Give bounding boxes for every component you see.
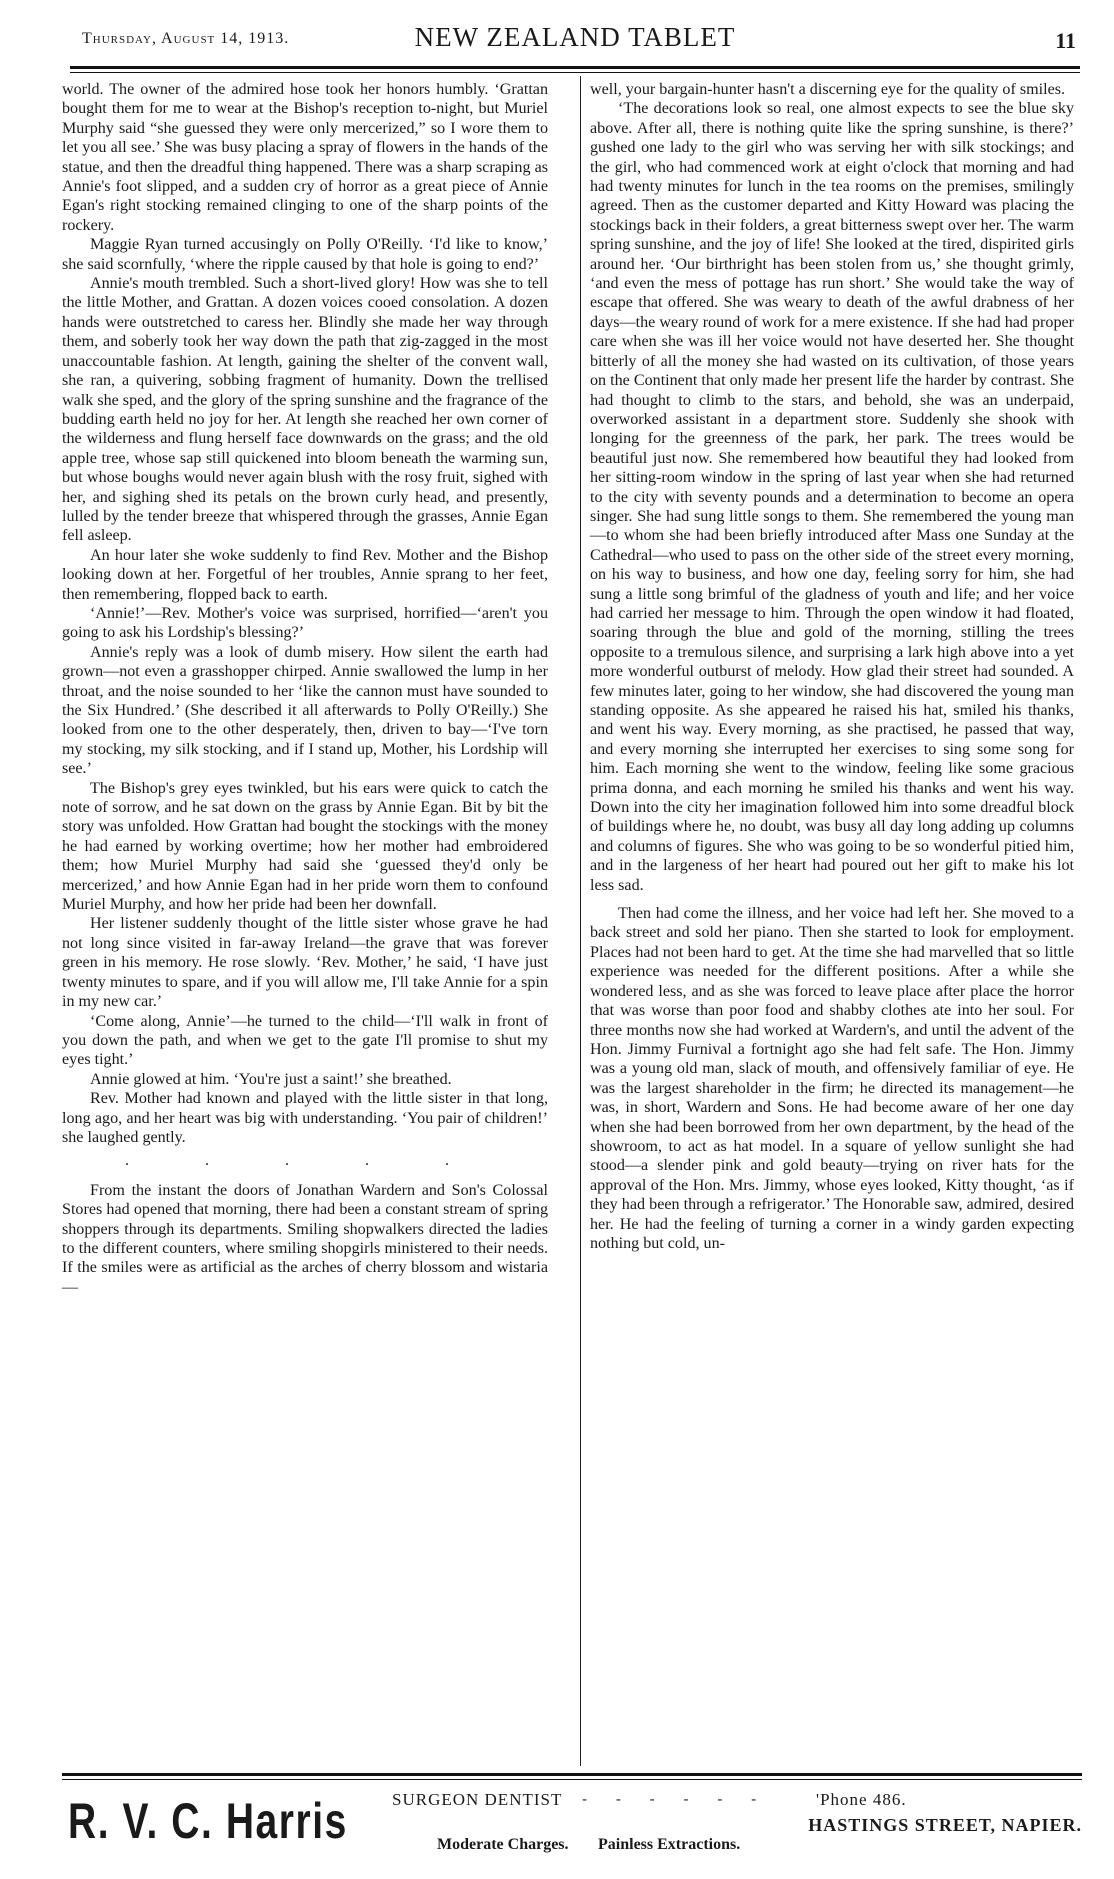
header-rule	[70, 66, 1080, 69]
leader-dots: - - - - - -	[582, 1790, 769, 1808]
paragraph: Annie's mouth trembled. Such a short-lived glory! How was she to tell the little Mother, and Grattan. A dozen voices cooed consolation. A dozen hands were outstretched to caress her. Blindly she made her way through them, and soberly took her way down the path that zig-zagged in the most unaccountable fashion. At length, gaining the shelter of the convent wall, she ran, a quivering, sobbing fragment of humanity. Down the trellised walk she sped, and the glory of the spring sunshine and the fragrance of the budding earth held no joy for her. At length she reached her own corner of the wilderness and flung herself face downwards on the grass; and the old apple tree, whose sap still quickened into bloom beneath the warming sun, but whose boughs would never again blush with the rosy fruit, sighed with her, and sighing shed its petals on the brown curly head, and presently, lulled by the tender breeze that whispered through the grasses, Annie Egan fell asleep.	[62, 275, 548, 545]
issue-date: Thursday, August 14, 1913.	[82, 30, 290, 47]
paragraph: Rev. Mother had known and played with the little sister in that long, long ago, and her heart was big with understanding. ‘You pair of children!’ she laughed gently.	[62, 1090, 548, 1146]
section-break: . . . . .	[125, 1152, 485, 1170]
paragraph: well, your bargain-hunter hasn't a discerning eye for the quality of smiles.	[590, 81, 1066, 98]
paragraph: An hour later she woke suddenly to find Rev. Mother and the Bishop looking down at her. Forgetful of her troubles, Annie sprang to her feet, then remembering, flopped back to earth.	[62, 546, 548, 603]
advertiser-extractions: Painless Extractions.	[598, 1836, 741, 1853]
paragraph: ‘Come along, Annie’—he turned to the child—‘I'll walk in front of you down the path, and when we get to the gate I'll promise to shut my eyes tight.’	[62, 1012, 548, 1069]
advert-rule-thin	[62, 1779, 1082, 1780]
advertiser-address: HASTINGS STREET, NAPIER.	[808, 1815, 1082, 1835]
paragraph: Annie glowed at him. ‘You're just a saint!’ she breathed.	[90, 1070, 452, 1088]
page-header	[70, 22, 1080, 62]
advertiser-charges: Moderate Charges.	[437, 1836, 569, 1853]
paragraph: Annie's reply was a look of dumb misery. How silent the earth had grown—not even a grasshopper chirped. Annie swallowed the lump in her throat, and the noise sounded to her ‘like the cannon must have sounded to the Six Hundred.’ (She described it all afterwards to Polly O'Reilly.) She looked from one to the other desperately, then, driven to bay—‘I've torn my stocking, my silk stocking, and if I stand up, Mother, his Lordship will see.’	[62, 643, 548, 778]
advertiser-name: R. V. C. Harris	[68, 1793, 348, 1849]
publication-title: NEW ZEALAND TABLET	[414, 22, 736, 52]
advertiser-phone: 'Phone 486.	[816, 1790, 907, 1809]
paragraph: ‘The decorations look so real, one almost expects to see the blue sky above. After all, there is nothing quite like the spring sunshine, is there?’ gushed one lady to the girl who was serving her with silk stockings; and the girl, who had commenced work at eight o'clock that morning and had had twenty minutes for lunch in the tea rooms on the premises, smilingly agreed. Then as the customer departed and Kitty Howard was placing the stockings back in their folders, a great bitterness swept over her. The warm spring sunshine, and the joy of life! She looked at the tired, dispirited girls around her. ‘Our birthright has been stolen from us,’ she thought grimly, ‘and even the mess of pottage has run short.’ She would take the way of escape that offered. She was weary to death of the awful drabness of her days—the weary round of work for a mere existence. If she had had proper care when she was ill her voice would not have deserted her. She thought bitterly of all the money she had wasted on its cultivation, of those years on the Continent that only made her present life the harder by contrast. She had thought to climb to the stars, and behold, she was an underpaid, overworked assistant in a department store. Suddenly she shook with longing for the greenness of the park, her park. The trees would be beautiful just now. She remembered how beautiful they had looked from her sitting-room window in the spring of last year when she had returned to the city with seventy pounds and a determination to become an opera singer. She had sung little songs to them. She remembered the young man—to whom she had been briefly introduced after Mass one Sunday at the Cathedral—who used to pass on the other side of the street every morning, on his way to business, and how one day, feeling sorry for him, she had sung a little song brimful of the gladness of youth and life; and her voice had carried her message to him. Through the open window it had floated, soaring through the blue and gold of the morning, stilling the trees opposite to a tremulous silence, and surprising a lark high above into a yet more wonderful outburst of melody. How glad their street had sounded. A few minutes later, going to her window, she had discovered the young man standing opposite. As she appeared he raised his hat, smiled his thanks, and went his way. Every morning, as she practised, he passed that way, and every morning she interrupted her exercises to sing some song for him. Each morning she went to the window, feeling like some gracious prima donna, and each morning he smiled his thanks and went his way. Down into the city her imagination followed him into some dreadful block of buildings where he, no doubt, was busy all day long adding up columns and columns of figures. She who was going to be so wonderful pitied him, and in the largeness of her heart had poured out her gift to make his lot less sad.	[590, 100, 1074, 894]
left-column	[62, 80, 548, 1297]
paragraph: Maggie Ryan turned accusingly on Polly O'Reilly. ‘I'd like to know,’ she said scornfully, ‘where the ripple caused by that hole is going to end?’	[62, 236, 548, 273]
paragraph: Her listener suddenly thought of the little sister whose grave he had not long since visited in far-away Ireland—the grave that was forever green in his memory. He rose slowly. ‘Rev. Mother,’ he said, ‘I have just twenty minutes to spare, and if you will allow me, I'll take Annie for a spin in my new car.’	[62, 915, 548, 1011]
paragraph: From the instant the doors of Jonathan Wardern and Son's Colossal Stores had opened that morning, there had been a constant stream of spring shoppers through its departments. Smiling shopwalkers directed the ladies to the different counters, where smiling shopgirls ministered to their needs. If the smiles were as artificial as the arches of cherry blossom and wistaria—	[62, 1181, 548, 1296]
paragraph: ‘Annie!’—Rev. Mother's voice was surprised, horrified—‘aren't you going to ask his Lordship's blessing?’	[62, 604, 548, 642]
paragraph: Then had come the illness, and her voice had left her. She moved to a back street and sold her piano. Then she started to look for employment. Places had not been hard to get. At the time she had marvelled that so little experience was needed for the different positions. After a while she wondered less, and as she was forced to leave place after place the horror that was worse than poor food and shabby clothes ate into her soul. For three months now she had worked at Wardern's, and until the advent of the Hon. Jimmy Furnival a fortnight ago she had felt safe. The Hon. Jimmy was a young old man, slack of mouth, and offensively familiar of eye. He was the largest shareholder in the firm; he directed its management—he was, in short, Wardern and Sons. He had become aware of her one day when she had been borrowed from her own department, by the head of the showroom, to act as hat model. In a square of yellow sunlight she had stood—a slender pink and gold beauty—trying on river hats for the approval of the Hon. Mrs. Jimmy, whose eyes looked, Kitty thought, ‘as if they had been through a refrigerator.’ The Honorable saw, admired, desired her. He had the feeling of turning a corner in a windy garden expecting nothing but cold, un-	[590, 905, 1074, 1252]
page-number: 11	[1055, 28, 1076, 53]
dentist-advertisement	[62, 1784, 1082, 1869]
header-rule-thin	[70, 72, 1080, 73]
paragraph: world. The owner of the admired hose took her honors humbly. ‘Grattan bought them for me to wear at the Bishop's reception to-night, but Muriel Murphy said “she guessed they were only mercerized,” so I wore them to let you all see.’ She was busy placing a spray of flowers in the hands of the statue, and then the dreadful thing happened. There was a sharp scraping as Annie's foot slipped, and a sudden cry of horror as a great piece of Annie Egan's right stocking remained clinging to one of the sharp points of the rockery.	[62, 81, 548, 234]
paragraph: The Bishop's grey eyes twinkled, but his ears were quick to catch the note of sorrow, and he sat down on the grass by Annie Egan. Bit by bit the story was unfolded. How Grattan had bought the stockings with the money he had earned by working overtime; how her mother had embroidered them; how Muriel Murphy had said she ‘guessed they'd only be mercerized,’ and how Annie Egan had in her pride worn them to confound Muriel Murphy, and how her pride had been her downfall.	[62, 779, 548, 914]
right-column	[590, 80, 1074, 1253]
advert-rule	[62, 1773, 1082, 1776]
column-divider	[580, 76, 581, 1766]
advertiser-profession: SURGEON DENTIST	[392, 1790, 563, 1809]
